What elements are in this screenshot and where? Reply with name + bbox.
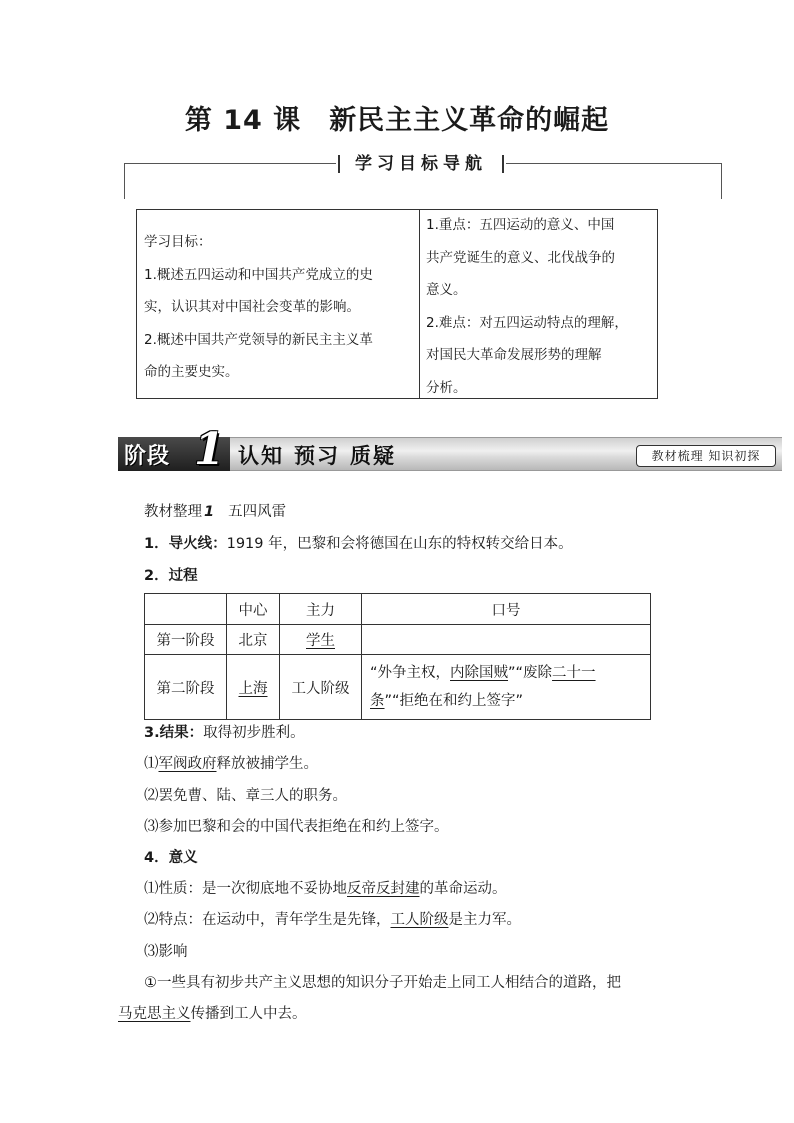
objectives-divider bbox=[419, 209, 420, 399]
row1-slogan bbox=[362, 625, 651, 655]
header-slogan: 口号 bbox=[362, 594, 651, 625]
section-number: 1 bbox=[204, 504, 215, 520]
objectives-right-cell bbox=[426, 209, 654, 404]
row1-center: 北京 bbox=[227, 625, 280, 655]
fuse-line bbox=[144, 532, 573, 553]
row2-slogan: “外争主权，内除国贼”“废除二十一 条”“拒绝在和约上签字” bbox=[362, 655, 651, 720]
section-label: 教材整理 bbox=[144, 504, 202, 520]
nature-keyword: 反帝反封建 bbox=[347, 881, 420, 897]
key-point-line3: 意义。 bbox=[426, 282, 467, 298]
result-line bbox=[144, 721, 305, 742]
nav-label: 学习目标导航 bbox=[336, 150, 506, 178]
nav-frame-left bbox=[124, 163, 125, 199]
header-center: 中心 bbox=[227, 594, 280, 625]
significance-feature: ⑵特点：在运动中，青年学生是先锋，工人阶级是主力军。 bbox=[144, 912, 521, 928]
lesson-name: 新民主主义革命的崛起 bbox=[329, 105, 610, 136]
row1-force: 学生 bbox=[306, 633, 335, 649]
influence-1-line1: ①一些具有初步共产主义思想的知识分子开始走上同工人相结合的道路，把 bbox=[144, 975, 621, 991]
section-header bbox=[144, 500, 286, 521]
row2-center: 上海 bbox=[238, 680, 268, 697]
objective-1-line1: 1.概述五四运动和中国共产党成立的史 bbox=[144, 266, 373, 283]
stage-word-1: 认知 bbox=[238, 444, 284, 468]
nav-label-bar-right bbox=[502, 155, 504, 173]
process-table bbox=[144, 593, 651, 720]
stage-word-2: 预习 bbox=[294, 444, 340, 468]
process-title: 2．过程 bbox=[144, 568, 198, 584]
influence-keyword: 马克思主义 bbox=[118, 1006, 191, 1022]
row1-stage: 第一阶段 bbox=[145, 625, 227, 655]
result-item-2: ⑵罢免曹、陆、章三人的职务。 bbox=[144, 788, 347, 804]
result-item-1-keyword: 军阀政府 bbox=[158, 756, 217, 772]
section-topic: 五四风雷 bbox=[228, 504, 287, 520]
significance-nature: ⑴性质：是一次彻底地不妥协地反帝反封建的革命运动。 bbox=[144, 881, 507, 897]
significance-influence: ⑶影响 bbox=[144, 944, 188, 960]
result-item-1: ⑴军阀政府释放被捕学生。 bbox=[144, 756, 318, 772]
nav-frame-right bbox=[721, 163, 722, 199]
key-point-line2: 共产党诞生的意义、北伐战争的 bbox=[426, 249, 615, 266]
objective-1-line2: 实，认识其对中国社会变革的影响。 bbox=[144, 299, 360, 315]
objectives-heading: 学习目标： bbox=[144, 234, 212, 250]
stage-tag: 教材梳理 知识初探 bbox=[636, 445, 776, 467]
page-title bbox=[0, 98, 794, 137]
stage-words bbox=[238, 440, 396, 470]
stage-number: 1 bbox=[194, 424, 225, 475]
header-cell-empty bbox=[145, 594, 227, 625]
table-row bbox=[145, 655, 651, 720]
stage-word-3: 质疑 bbox=[350, 444, 396, 468]
feature-keyword: 工人阶级 bbox=[390, 912, 449, 928]
difficult-point-line1: 2.难点：对五四运动特点的理解， bbox=[426, 314, 628, 331]
row2-force: 工人阶级 bbox=[280, 655, 362, 720]
objectives-left-cell bbox=[144, 226, 416, 389]
table-row bbox=[145, 625, 651, 655]
row2-stage: 第二阶段 bbox=[145, 655, 227, 720]
significance-title: 4．意义 bbox=[144, 850, 198, 866]
fuse-text: 1919 年，巴黎和会将德国在山东的特权转交给日本。 bbox=[226, 536, 573, 552]
difficult-point-line2: 对国民大革命发展形势的理解 bbox=[426, 347, 602, 363]
objective-2-line1: 2.概述中国共产党领导的新民主主义革 bbox=[144, 331, 373, 348]
key-point-line1: 1.重点：五四运动的意义、中国 bbox=[426, 217, 615, 233]
nav-label-bar-left bbox=[338, 155, 340, 173]
result-item-3: ⑶参加巴黎和会的中国代表拒绝在和约上签字。 bbox=[144, 819, 449, 835]
fuse-label: 1．导火线： bbox=[144, 536, 227, 552]
result-label: 3.结果： bbox=[144, 725, 204, 741]
influence-1-line2: 马克思主义传播到工人中去。 bbox=[118, 1006, 307, 1022]
lesson-number: 第 14 课 bbox=[184, 105, 302, 136]
stage-label: 阶段 bbox=[124, 444, 171, 469]
table-row bbox=[145, 594, 651, 625]
header-force: 主力 bbox=[280, 594, 362, 625]
result-text: 取得初步胜利。 bbox=[203, 725, 305, 741]
objective-2-line2: 命的主要史实。 bbox=[144, 364, 239, 380]
difficult-point-line3: 分析。 bbox=[426, 379, 467, 396]
